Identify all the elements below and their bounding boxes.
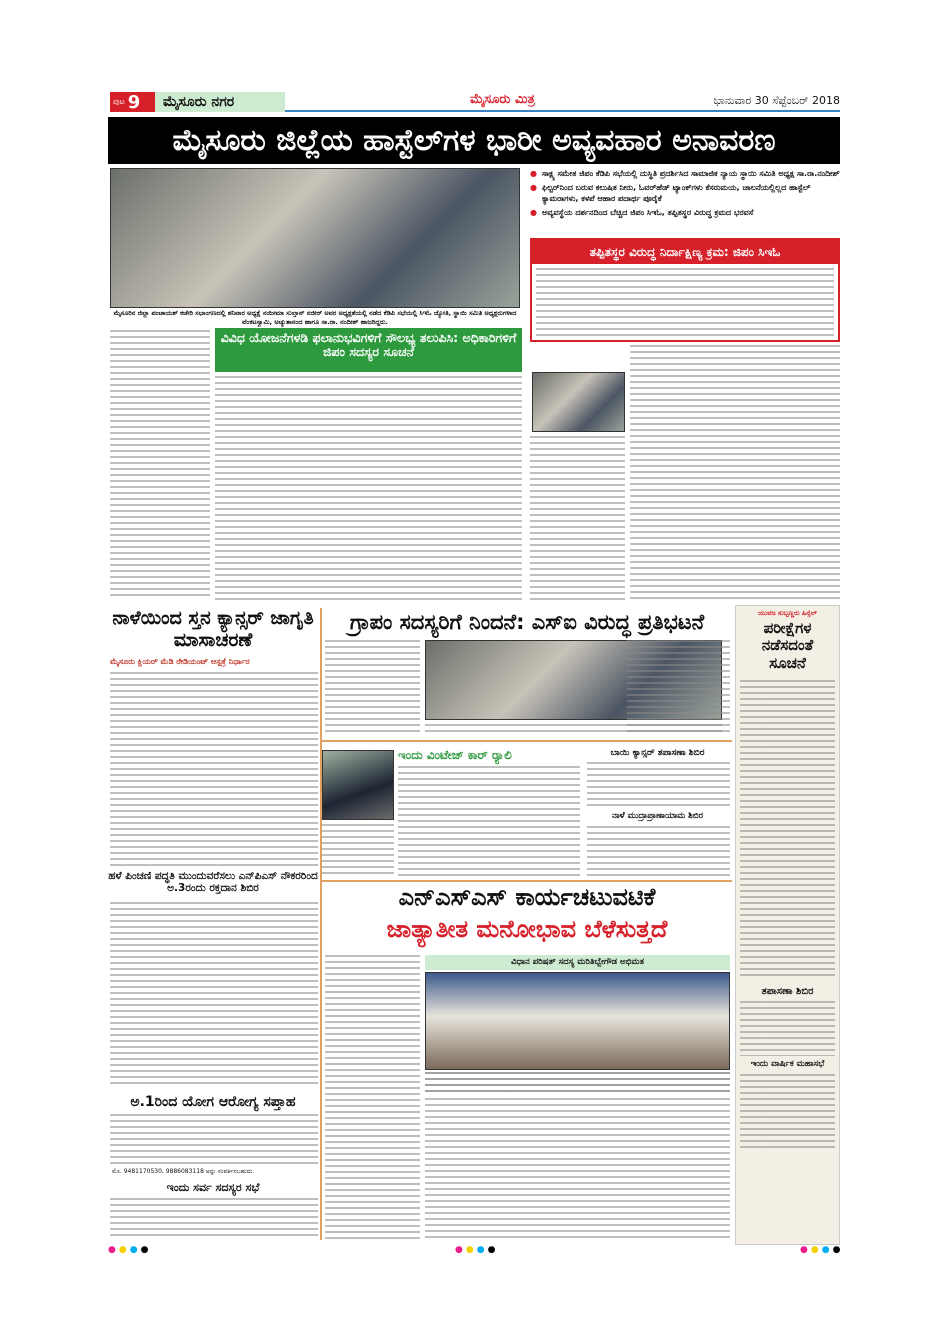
lead-body-col1 [110, 330, 210, 600]
pranayama-headline: ನಾಳೆ ಮುದ್ರಾಪ್ರಾಣಾಯಾಮ ಶಿಬಿರ [612, 811, 703, 821]
protest-body-left [325, 640, 420, 735]
yoga-body [110, 1114, 318, 1166]
lead-photo [110, 168, 520, 308]
red-sidebar-box [530, 238, 840, 342]
masthead-logo: ಮೈಸೂರು ಮಿತ್ರ [470, 92, 535, 107]
yoga-phone: ಮೊ. 9481170530, 9886083118 ಅನ್ನು ಸಂಪರ್ಕಿಸಬಹುದು. [112, 1168, 255, 1175]
oral-cancer-body [587, 762, 730, 810]
agm-body [740, 1074, 835, 1149]
general-body-headline: ಇಂದು ಸರ್ವ ಸದಸ್ಯರ ಸಭೆ [166, 1181, 260, 1194]
page-label: ಪುಟ [113, 97, 125, 106]
cancer-body [110, 672, 318, 867]
exam-body [740, 680, 835, 980]
green-story-headline: ವಿವಿಧ ಯೋಜನೆಗಳಡಿ ಫಲಾನುಭವಿಗಳಿಗೆ ಸೌಲಭ್ಯ ತಲುಪಿಸಿ: ಅಧಿಕಾರಿಗಳಿಗೆ ಜಿಪಂ ಸದಸ್ಯರ ಸೂಚನೆ [215, 328, 522, 372]
general-body-body [110, 1198, 318, 1238]
oral-cancer-headline: ಬಾಯಿ ಕ್ಯಾನ್ಸರ್ ತಪಾಸಣಾ ಶಿಬಿರ [610, 748, 705, 758]
pranayama-body [587, 826, 730, 876]
vintage-body-2 [322, 824, 394, 876]
vintage-car-photo [322, 750, 394, 820]
cancer-headline: ನಾಳೆಯಿಂದ ಸ್ತನ ಕ್ಯಾನ್ಸರ್ ಜಾಗೃತಿ ಮಾಸಾಚರಣೆ [112, 607, 314, 651]
section-rule [322, 740, 732, 742]
page-number: 9 [127, 91, 141, 113]
pension-body [110, 902, 318, 1087]
lead-body-right [530, 436, 625, 600]
green-story-body [215, 376, 522, 600]
exam-box [735, 605, 840, 1245]
lead-body-right2 [630, 345, 840, 600]
lead-bullets [530, 168, 840, 218]
camp-body [740, 1001, 835, 1056]
exam-headline: ಪರೀಕ್ಷೆಗಳ ನಡೆಸದಂತೆ ಸೂಚನೆ [761, 619, 814, 672]
header-rule [285, 110, 840, 112]
registration-marks: ● ● ● ● [455, 1245, 496, 1255]
section-rule [322, 880, 732, 882]
cancer-subhead: ಮೈಸೂರು ಕ್ಲಿಯರ್ ಮೆಡಿ ರೇಡಿಯಂಟ್ ಆಸ್ಪತ್ರೆ ನಿರ್ಧಾರ [110, 657, 250, 666]
red-box-body [536, 268, 834, 338]
registration-marks: ● ● ● ● [108, 1245, 149, 1255]
nss-photo-caption [425, 1072, 730, 1094]
issue-date: ಭಾನುವಾರ 30 ಸೆಪ್ಟೆಂಬರ್ 2018 [713, 94, 840, 107]
registration-marks: ● ● ● ● [800, 1245, 841, 1255]
nss-event-photo [425, 972, 730, 1070]
nss-body [425, 1098, 730, 1240]
protest-body-right [627, 640, 730, 735]
section-label: ಮೈಸೂರು ನಗರ [155, 92, 285, 112]
lead-headline: ಮೈಸೂರು ಜಿಲ್ಲೆಯ ಹಾಸ್ಟೆಲ್‌ಗಳ ಭಾರೀ ಅವ್ಯವಹಾರ ಅನಾವರಣ [108, 117, 840, 164]
bullet-item: ● ಅವ್ಯವಸ್ಥೆಯ ದರ್ಶನದಿಂದ ಬೆಚ್ಚಿದ ಜಿಪಂ ಸಿಇಓ, ತಪ್ಪಿತಸ್ಥರ ವಿರುದ್ಧ ಕ್ರಮದ ಭರವಸೆ [530, 207, 754, 217]
nss-subhead: ವಿಧಾನ ಪರಿಷತ್ ಸದಸ್ಯ ಮರಿತಿಬ್ಬೇಗೌಡ ಅಭಿಮತ [425, 955, 730, 970]
vintage-body [398, 766, 580, 876]
nss-headline-1: ಎನ್‌ಎಸ್‌ಎಸ್ ಕಾರ್ಯಚಟುವಟಿಕೆ [398, 883, 656, 911]
nss-body-left [325, 955, 420, 1240]
nss-headline-2: ಜಾತ್ಯಾತೀತ ಮನೋಭಾವ ಬೆಳೆಸುತ್ತದೆ [386, 915, 668, 943]
bullet-item: ● ಸಾಕ್ಷ್ಯ ಸಮೇತ ಜಿಪಂ ಕೆಡಿಪಿ ಸಭೆಯಲ್ಲಿ ದುಸ್ಥಿತಿ ಪ್ರದರ್ಶಿಸಿದ ಸಾಮಾಜಿಕ ನ್ಯಾಯ ಸ್ಥಾಯಿ ಸಮಿತಿ ಅಧ್ಯಕ್ಷ ಸಾ.ರಾ.ನಂದೀಶ್ [530, 169, 840, 178]
protest-headline: ಗ್ರಾಪಂ ಸದಸ್ಯರಿಗೆ ನಿಂದನೆ: ಎಸ್‌ಐ ವಿರುದ್ಧ ಪ್ರತಿಭಟನೆ [349, 610, 705, 634]
bullet-item: ● ಫಿಲ್ಟರ್‌ನಿಂದ ಬರುವ ಕಲುಷಿತ ನೀರು, ಓವರ್‌ಹೆಡ್ ಟ್ಯಾಂಕ್‌ಗಳು ಕೆಸರುಮಯ, ಚಾಲನೆಯಲ್ಲಿಲ್ಲದ ಹಾಸ್ಟೆಲ್ ಕ್ಯಾಮರಾಗಳು, ಕಳಪೆ ಆಹಾರ ಪದಾರ್ಥ ಪೂರೈಕೆ [530, 182, 811, 204]
agm-headline: ಇಂದು ವಾರ್ಷಿಕ ಮಹಾಸಭೆ [750, 1059, 825, 1070]
page-number-badge [110, 92, 155, 112]
camp-headline: ತಪಾಸಣಾ ಶಿಬಿರ [761, 985, 814, 997]
man-with-book-photo [532, 372, 625, 432]
lead-photo-caption: ಮೈಸೂರಿನ ಜಿಲ್ಲಾ ಪಂಚಾಯತ್ ಕಚೇರಿ ಸಭಾಂಗಣದಲ್ಲಿ ಶನಿವಾರ ಅಧ್ಯಕ್ಷೆ ನಯೀಮಾ ಸುಲ್ತಾನ್ ನಜೀರ್ ಅವರ ಅಧ್ಯಕ್ಷತೆಯಲ್ಲಿ ನಡೆದ ಕೆಡಿಪಿ ಸಭೆಯಲ್ಲಿ ಸಿಇಓ ಜ್ಯೋತಿ, ಸ್ಥಾಯಿ ಸಮಿತಿ ಅಧ್ಯಕ್ಷರುಗಳಾದ ವೆಂಕಟಸ್ವಾಮಿ, ಅಚ್ಯುತಾನಂದ ಹಾಗೂ ಸಾ.ರಾ. ನಂದೀಶ್ ಹಾಜರಿದ್ದರು. [113, 309, 517, 326]
exam-tag: ಯುವಜ ಸುಬ್ಬಣ್ಣರು ಹಿಸ್ಸೆಲ್ [758, 609, 817, 617]
yoga-headline: ಅ.1ರಿಂದ ಯೋಗ ಆರೋಗ್ಯ ಸಪ್ತಾಹ [130, 1094, 296, 1110]
red-box-title: ತಪ್ಪಿತಸ್ಥರ ವಿರುದ್ಧ ನಿರ್ದಾಕ್ಷಿಣ್ಯ ಕ್ರಮ: ಜಿಪಂ ಸಿಇಓ [532, 240, 838, 264]
vintage-headline: ಇಂದು ವಿಂಟೇಜ್ ಕಾರ್ ರ‍್ಯಾಲಿ [398, 748, 512, 762]
pension-headline: ಹಳೆ ಪಿಂಚಣಿ ಪದ್ಧತಿ ಮುಂದುವರೆಸಲು ಎನ್‌ಪಿಎಸ್ ನೌಕರರಿಂದ ಅ.3ರಂದು ರಕ್ತದಾನ ಶಿಬಿರ [108, 870, 318, 895]
